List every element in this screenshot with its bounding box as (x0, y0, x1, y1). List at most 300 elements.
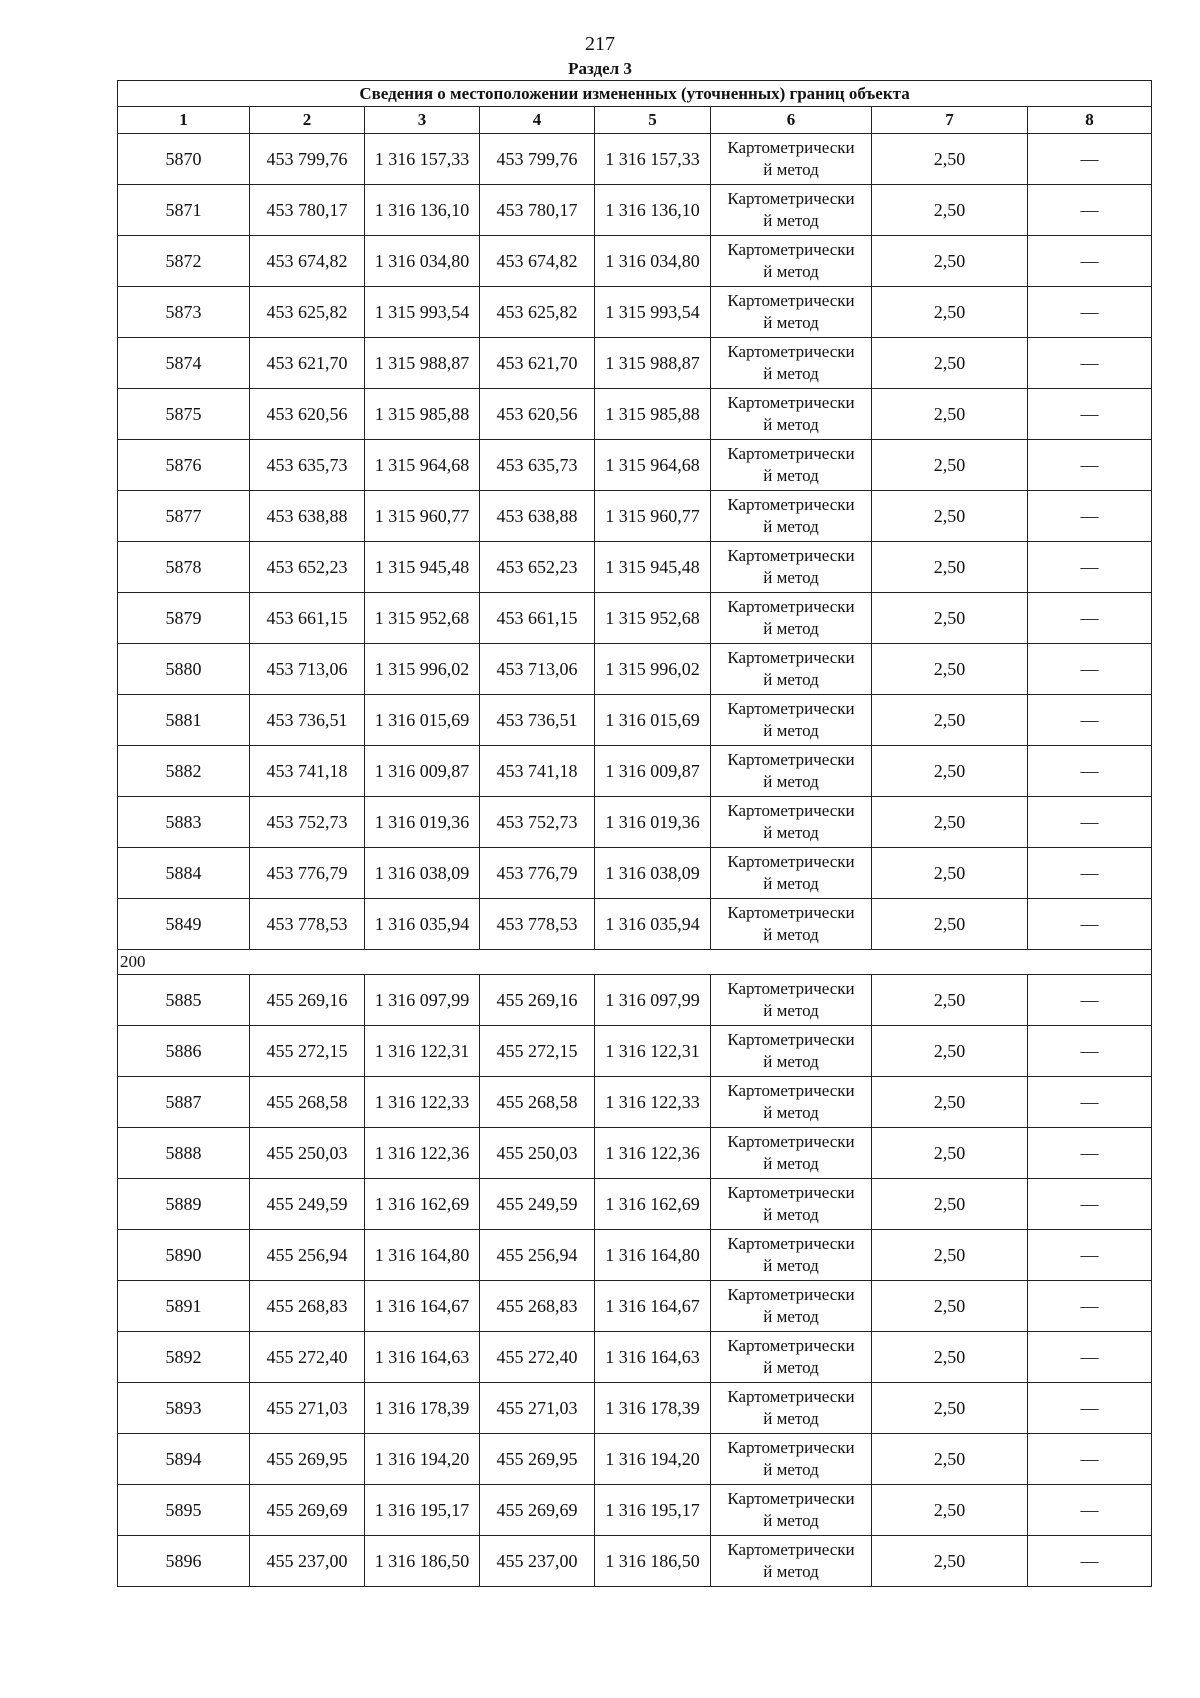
accuracy-cell: 2,50 (872, 1026, 1028, 1077)
column-header: 7 (872, 107, 1028, 134)
description-cell: — (1028, 542, 1152, 593)
group-label-row (118, 950, 1152, 975)
accuracy-cell: 2,50 (872, 1230, 1028, 1281)
method-text-line: й метод (763, 1154, 819, 1173)
y-new-cell: 1 315 964,68 (595, 440, 711, 491)
point-number-cell: 5881 (118, 695, 250, 746)
x-old-cell: 453 625,82 (250, 287, 365, 338)
y-new-cell: 1 316 164,67 (595, 1281, 711, 1332)
x-new-cell: 453 713,06 (480, 644, 595, 695)
method-cell (711, 1230, 872, 1281)
table-row (118, 1536, 1152, 1587)
method-cell (711, 236, 872, 287)
x-old-cell: 453 661,15 (250, 593, 365, 644)
accuracy-cell: 2,50 (872, 134, 1028, 185)
method-text-line: Картометрически (727, 393, 855, 412)
x-old-cell: 453 799,76 (250, 134, 365, 185)
method-text-line: й метод (763, 1205, 819, 1224)
method-text-line: й метод (763, 1256, 819, 1275)
point-number-cell: 5892 (118, 1332, 250, 1383)
column-header: 1 (118, 107, 250, 134)
y-new-cell: 1 315 952,68 (595, 593, 711, 644)
description-cell: — (1028, 440, 1152, 491)
point-number-cell: 5874 (118, 338, 250, 389)
table-row (118, 491, 1152, 542)
method-text-line: Картометрически (727, 1489, 855, 1508)
method-text-line: й метод (763, 1052, 819, 1071)
table-row (118, 1485, 1152, 1536)
description-cell: — (1028, 338, 1152, 389)
column-header: 2 (250, 107, 365, 134)
method-cell (711, 1281, 872, 1332)
accuracy-cell: 2,50 (872, 1434, 1028, 1485)
x-old-cell: 453 778,53 (250, 899, 365, 950)
method-text-line: й метод (763, 823, 819, 842)
method-text-line: й метод (763, 1307, 819, 1326)
method-text-line: Картометрически (727, 1081, 855, 1100)
y-new-cell: 1 315 960,77 (595, 491, 711, 542)
description-cell: — (1028, 975, 1152, 1026)
accuracy-cell: 2,50 (872, 1179, 1028, 1230)
point-number-cell: 5879 (118, 593, 250, 644)
description-cell: — (1028, 1230, 1152, 1281)
method-text-line: Картометрически (727, 240, 855, 259)
method-text-line: й метод (763, 1562, 819, 1581)
method-text-line: й метод (763, 364, 819, 383)
method-text-line: Картометрически (727, 444, 855, 463)
method-cell (711, 1026, 872, 1077)
method-cell (711, 491, 872, 542)
column-header: 6 (711, 107, 872, 134)
method-text-line: й метод (763, 466, 819, 485)
y-old-cell: 1 315 952,68 (365, 593, 480, 644)
method-cell (711, 1332, 872, 1383)
x-old-cell: 455 268,83 (250, 1281, 365, 1332)
x-new-cell: 453 736,51 (480, 695, 595, 746)
point-number-cell: 5890 (118, 1230, 250, 1281)
y-new-cell: 1 316 178,39 (595, 1383, 711, 1434)
method-cell (711, 1128, 872, 1179)
table-row (118, 1179, 1152, 1230)
point-number-cell: 5893 (118, 1383, 250, 1434)
x-new-cell: 455 269,95 (480, 1434, 595, 1485)
y-new-cell: 1 316 122,31 (595, 1026, 711, 1077)
point-number-cell: 5882 (118, 746, 250, 797)
accuracy-cell: 2,50 (872, 644, 1028, 695)
accuracy-cell: 2,50 (872, 542, 1028, 593)
method-cell (711, 746, 872, 797)
method-cell (711, 389, 872, 440)
x-old-cell: 455 269,95 (250, 1434, 365, 1485)
method-text-line: Картометрически (727, 648, 855, 667)
method-text-line: й метод (763, 262, 819, 281)
y-old-cell: 1 315 945,48 (365, 542, 480, 593)
method-text-line: Картометрически (727, 1183, 855, 1202)
accuracy-cell: 2,50 (872, 797, 1028, 848)
y-new-cell: 1 316 122,33 (595, 1077, 711, 1128)
y-old-cell: 1 316 162,69 (365, 1179, 480, 1230)
y-new-cell: 1 315 988,87 (595, 338, 711, 389)
table-row (118, 134, 1152, 185)
y-old-cell: 1 316 122,33 (365, 1077, 480, 1128)
method-cell (711, 899, 872, 950)
table-row (118, 1332, 1152, 1383)
x-new-cell: 453 625,82 (480, 287, 595, 338)
y-new-cell: 1 316 009,87 (595, 746, 711, 797)
accuracy-cell: 2,50 (872, 440, 1028, 491)
accuracy-cell: 2,50 (872, 593, 1028, 644)
method-cell (711, 797, 872, 848)
method-cell (711, 695, 872, 746)
method-text-line: Картометрически (727, 852, 855, 871)
point-number-cell: 5896 (118, 1536, 250, 1587)
y-old-cell: 1 316 164,80 (365, 1230, 480, 1281)
method-cell (711, 338, 872, 389)
x-old-cell: 455 250,03 (250, 1128, 365, 1179)
method-text-line: й метод (763, 772, 819, 791)
table-row (118, 1128, 1152, 1179)
x-old-cell: 455 256,94 (250, 1230, 365, 1281)
point-number-cell: 5849 (118, 899, 250, 950)
method-cell (711, 134, 872, 185)
y-new-cell: 1 316 122,36 (595, 1128, 711, 1179)
x-old-cell: 455 272,40 (250, 1332, 365, 1383)
x-old-cell: 455 269,69 (250, 1485, 365, 1536)
y-old-cell: 1 316 164,67 (365, 1281, 480, 1332)
accuracy-cell: 2,50 (872, 338, 1028, 389)
table-row (118, 695, 1152, 746)
y-old-cell: 1 315 993,54 (365, 287, 480, 338)
method-text-line: Картометрически (727, 1387, 855, 1406)
x-new-cell: 455 268,83 (480, 1281, 595, 1332)
point-number-cell: 5876 (118, 440, 250, 491)
y-new-cell: 1 316 035,94 (595, 899, 711, 950)
accuracy-cell: 2,50 (872, 1485, 1028, 1536)
method-text-line: й метод (763, 415, 819, 434)
method-cell (711, 440, 872, 491)
x-old-cell: 453 736,51 (250, 695, 365, 746)
accuracy-cell: 2,50 (872, 899, 1028, 950)
method-text-line: Картометрически (727, 342, 855, 361)
column-header: 8 (1028, 107, 1152, 134)
method-cell (711, 1077, 872, 1128)
method-text-line: й метод (763, 1001, 819, 1020)
description-cell: — (1028, 389, 1152, 440)
method-text-line: й метод (763, 211, 819, 230)
description-cell: — (1028, 797, 1152, 848)
table-caption-row (118, 81, 1152, 107)
y-old-cell: 1 316 097,99 (365, 975, 480, 1026)
x-old-cell: 453 620,56 (250, 389, 365, 440)
method-cell (711, 185, 872, 236)
column-header-row (118, 107, 1152, 134)
accuracy-cell: 2,50 (872, 1281, 1028, 1332)
method-text-line: й метод (763, 1358, 819, 1377)
description-cell: — (1028, 1332, 1152, 1383)
table-row (118, 287, 1152, 338)
table-row (118, 1026, 1152, 1077)
method-text-line: й метод (763, 670, 819, 689)
x-old-cell: 453 741,18 (250, 746, 365, 797)
method-text-line: й метод (763, 721, 819, 740)
y-old-cell: 1 316 164,63 (365, 1332, 480, 1383)
description-cell: — (1028, 1383, 1152, 1434)
x-new-cell: 453 638,88 (480, 491, 595, 542)
method-text-line: Картометрически (727, 1030, 855, 1049)
table-row (118, 185, 1152, 236)
y-old-cell: 1 316 122,36 (365, 1128, 480, 1179)
accuracy-cell: 2,50 (872, 491, 1028, 542)
method-text-line: й метод (763, 160, 819, 179)
y-old-cell: 1 316 195,17 (365, 1485, 480, 1536)
table-row (118, 746, 1152, 797)
x-old-cell: 455 271,03 (250, 1383, 365, 1434)
y-new-cell: 1 316 019,36 (595, 797, 711, 848)
description-cell: — (1028, 695, 1152, 746)
group-label: 200 (118, 950, 1152, 975)
y-old-cell: 1 316 157,33 (365, 134, 480, 185)
x-new-cell: 455 250,03 (480, 1128, 595, 1179)
x-old-cell: 455 249,59 (250, 1179, 365, 1230)
method-cell (711, 975, 872, 1026)
method-text-line: й метод (763, 874, 819, 893)
method-text-line: Картометрически (727, 546, 855, 565)
point-number-cell: 5889 (118, 1179, 250, 1230)
y-old-cell: 1 316 038,09 (365, 848, 480, 899)
x-new-cell: 453 752,73 (480, 797, 595, 848)
y-new-cell: 1 315 945,48 (595, 542, 711, 593)
table-row (118, 1383, 1152, 1434)
method-cell (711, 644, 872, 695)
method-text-line: Картометрически (727, 138, 855, 157)
method-text-line: й метод (763, 1103, 819, 1122)
point-number-cell: 5894 (118, 1434, 250, 1485)
table-row (118, 389, 1152, 440)
description-cell: — (1028, 848, 1152, 899)
x-new-cell: 453 776,79 (480, 848, 595, 899)
description-cell: — (1028, 491, 1152, 542)
method-text-line: й метод (763, 1460, 819, 1479)
method-text-line: Картометрически (727, 699, 855, 718)
point-number-cell: 5875 (118, 389, 250, 440)
y-new-cell: 1 316 097,99 (595, 975, 711, 1026)
accuracy-cell: 2,50 (872, 1332, 1028, 1383)
description-cell: — (1028, 1536, 1152, 1587)
method-text-line: й метод (763, 568, 819, 587)
method-text-line: Картометрически (727, 291, 855, 310)
x-new-cell: 455 272,40 (480, 1332, 595, 1383)
method-text-line: Картометрически (727, 597, 855, 616)
x-new-cell: 453 799,76 (480, 134, 595, 185)
section-title: Раздел 3 (568, 59, 632, 78)
y-old-cell: 1 315 985,88 (365, 389, 480, 440)
method-text-line: Картометрически (727, 495, 855, 514)
method-text-line: Картометрически (727, 1540, 855, 1559)
accuracy-cell: 2,50 (872, 975, 1028, 1026)
y-new-cell: 1 316 162,69 (595, 1179, 711, 1230)
x-old-cell: 453 752,73 (250, 797, 365, 848)
y-new-cell: 1 315 993,54 (595, 287, 711, 338)
y-old-cell: 1 316 178,39 (365, 1383, 480, 1434)
description-cell: — (1028, 1026, 1152, 1077)
point-number-cell: 5877 (118, 491, 250, 542)
method-text-line: Картометрически (727, 1336, 855, 1355)
method-text-line: Картометрически (727, 1438, 855, 1457)
x-new-cell: 453 621,70 (480, 338, 595, 389)
y-new-cell: 1 316 136,10 (595, 185, 711, 236)
x-new-cell: 455 269,69 (480, 1485, 595, 1536)
x-new-cell: 455 269,16 (480, 975, 595, 1026)
accuracy-cell: 2,50 (872, 236, 1028, 287)
y-new-cell: 1 315 996,02 (595, 644, 711, 695)
method-cell (711, 1383, 872, 1434)
description-cell: — (1028, 899, 1152, 950)
method-text-line: Картометрически (727, 1132, 855, 1151)
table-row (118, 797, 1152, 848)
description-cell: — (1028, 593, 1152, 644)
x-new-cell: 453 778,53 (480, 899, 595, 950)
point-number-cell: 5886 (118, 1026, 250, 1077)
x-new-cell: 453 661,15 (480, 593, 595, 644)
method-text-line: Картометрически (727, 1234, 855, 1253)
method-text-line: Картометрически (727, 750, 855, 769)
description-cell: — (1028, 236, 1152, 287)
y-new-cell: 1 316 194,20 (595, 1434, 711, 1485)
method-text-line: й метод (763, 619, 819, 638)
table-row (118, 1077, 1152, 1128)
table-row (118, 593, 1152, 644)
description-cell: — (1028, 185, 1152, 236)
accuracy-cell: 2,50 (872, 746, 1028, 797)
method-text-line: Картометрически (727, 189, 855, 208)
x-old-cell: 453 780,17 (250, 185, 365, 236)
method-cell (711, 848, 872, 899)
page-number: 217 (585, 33, 615, 55)
point-number-cell: 5880 (118, 644, 250, 695)
x-new-cell: 453 620,56 (480, 389, 595, 440)
y-new-cell: 1 316 164,80 (595, 1230, 711, 1281)
y-old-cell: 1 316 034,80 (365, 236, 480, 287)
table-row (118, 644, 1152, 695)
point-number-cell: 5870 (118, 134, 250, 185)
table-row (118, 899, 1152, 950)
x-new-cell: 453 652,23 (480, 542, 595, 593)
point-number-cell: 5895 (118, 1485, 250, 1536)
point-number-cell: 5884 (118, 848, 250, 899)
y-old-cell: 1 315 960,77 (365, 491, 480, 542)
x-old-cell: 455 268,58 (250, 1077, 365, 1128)
method-text-line: й метод (763, 1511, 819, 1530)
accuracy-cell: 2,50 (872, 848, 1028, 899)
method-cell (711, 1179, 872, 1230)
y-new-cell: 1 316 157,33 (595, 134, 711, 185)
method-cell (711, 1485, 872, 1536)
table-row (118, 1434, 1152, 1485)
y-old-cell: 1 316 015,69 (365, 695, 480, 746)
point-number-cell: 5883 (118, 797, 250, 848)
method-text-line: й метод (763, 925, 819, 944)
point-number-cell: 5888 (118, 1128, 250, 1179)
column-header: 3 (365, 107, 480, 134)
table-row (118, 848, 1152, 899)
accuracy-cell: 2,50 (872, 1128, 1028, 1179)
table-row (118, 440, 1152, 491)
y-old-cell: 1 315 996,02 (365, 644, 480, 695)
y-old-cell: 1 316 136,10 (365, 185, 480, 236)
table-row (118, 1281, 1152, 1332)
x-old-cell: 453 713,06 (250, 644, 365, 695)
accuracy-cell: 2,50 (872, 1383, 1028, 1434)
point-number-cell: 5887 (118, 1077, 250, 1128)
x-new-cell: 455 256,94 (480, 1230, 595, 1281)
accuracy-cell: 2,50 (872, 1536, 1028, 1587)
description-cell: — (1028, 1128, 1152, 1179)
x-new-cell: 455 271,03 (480, 1383, 595, 1434)
description-cell: — (1028, 644, 1152, 695)
x-new-cell: 455 249,59 (480, 1179, 595, 1230)
x-old-cell: 453 638,88 (250, 491, 365, 542)
description-cell: — (1028, 1077, 1152, 1128)
x-old-cell: 453 674,82 (250, 236, 365, 287)
column-header: 5 (595, 107, 711, 134)
y-new-cell: 1 316 195,17 (595, 1485, 711, 1536)
x-new-cell: 455 237,00 (480, 1536, 595, 1587)
accuracy-cell: 2,50 (872, 185, 1028, 236)
y-old-cell: 1 316 194,20 (365, 1434, 480, 1485)
y-old-cell: 1 316 122,31 (365, 1026, 480, 1077)
accuracy-cell: 2,50 (872, 287, 1028, 338)
x-new-cell: 453 674,82 (480, 236, 595, 287)
column-header: 4 (480, 107, 595, 134)
table-body (118, 81, 1152, 1587)
description-cell: — (1028, 287, 1152, 338)
method-cell (711, 287, 872, 338)
x-new-cell: 453 780,17 (480, 185, 595, 236)
y-old-cell: 1 316 186,50 (365, 1536, 480, 1587)
x-old-cell: 455 269,16 (250, 975, 365, 1026)
point-number-cell: 5873 (118, 287, 250, 338)
method-text-line: Картометрически (727, 979, 855, 998)
y-new-cell: 1 316 186,50 (595, 1536, 711, 1587)
x-new-cell: 455 272,15 (480, 1026, 595, 1077)
x-new-cell: 453 635,73 (480, 440, 595, 491)
method-text-line: Картометрически (727, 903, 855, 922)
y-old-cell: 1 316 019,36 (365, 797, 480, 848)
x-old-cell: 455 272,15 (250, 1026, 365, 1077)
point-number-cell: 5891 (118, 1281, 250, 1332)
y-old-cell: 1 316 035,94 (365, 899, 480, 950)
description-cell: — (1028, 134, 1152, 185)
accuracy-cell: 2,50 (872, 1077, 1028, 1128)
method-text-line: й метод (763, 1409, 819, 1428)
x-old-cell: 453 635,73 (250, 440, 365, 491)
description-cell: — (1028, 1485, 1152, 1536)
x-old-cell: 453 621,70 (250, 338, 365, 389)
table-row (118, 1230, 1152, 1281)
y-new-cell: 1 316 038,09 (595, 848, 711, 899)
accuracy-cell: 2,50 (872, 695, 1028, 746)
method-text-line: Картометрически (727, 801, 855, 820)
method-text-line: Картометрически (727, 1285, 855, 1304)
method-cell (711, 1434, 872, 1485)
accuracy-cell: 2,50 (872, 389, 1028, 440)
y-new-cell: 1 316 164,63 (595, 1332, 711, 1383)
y-old-cell: 1 316 009,87 (365, 746, 480, 797)
method-text-line: й метод (763, 313, 819, 332)
point-number-cell: 5872 (118, 236, 250, 287)
table-row (118, 338, 1152, 389)
method-cell (711, 1536, 872, 1587)
